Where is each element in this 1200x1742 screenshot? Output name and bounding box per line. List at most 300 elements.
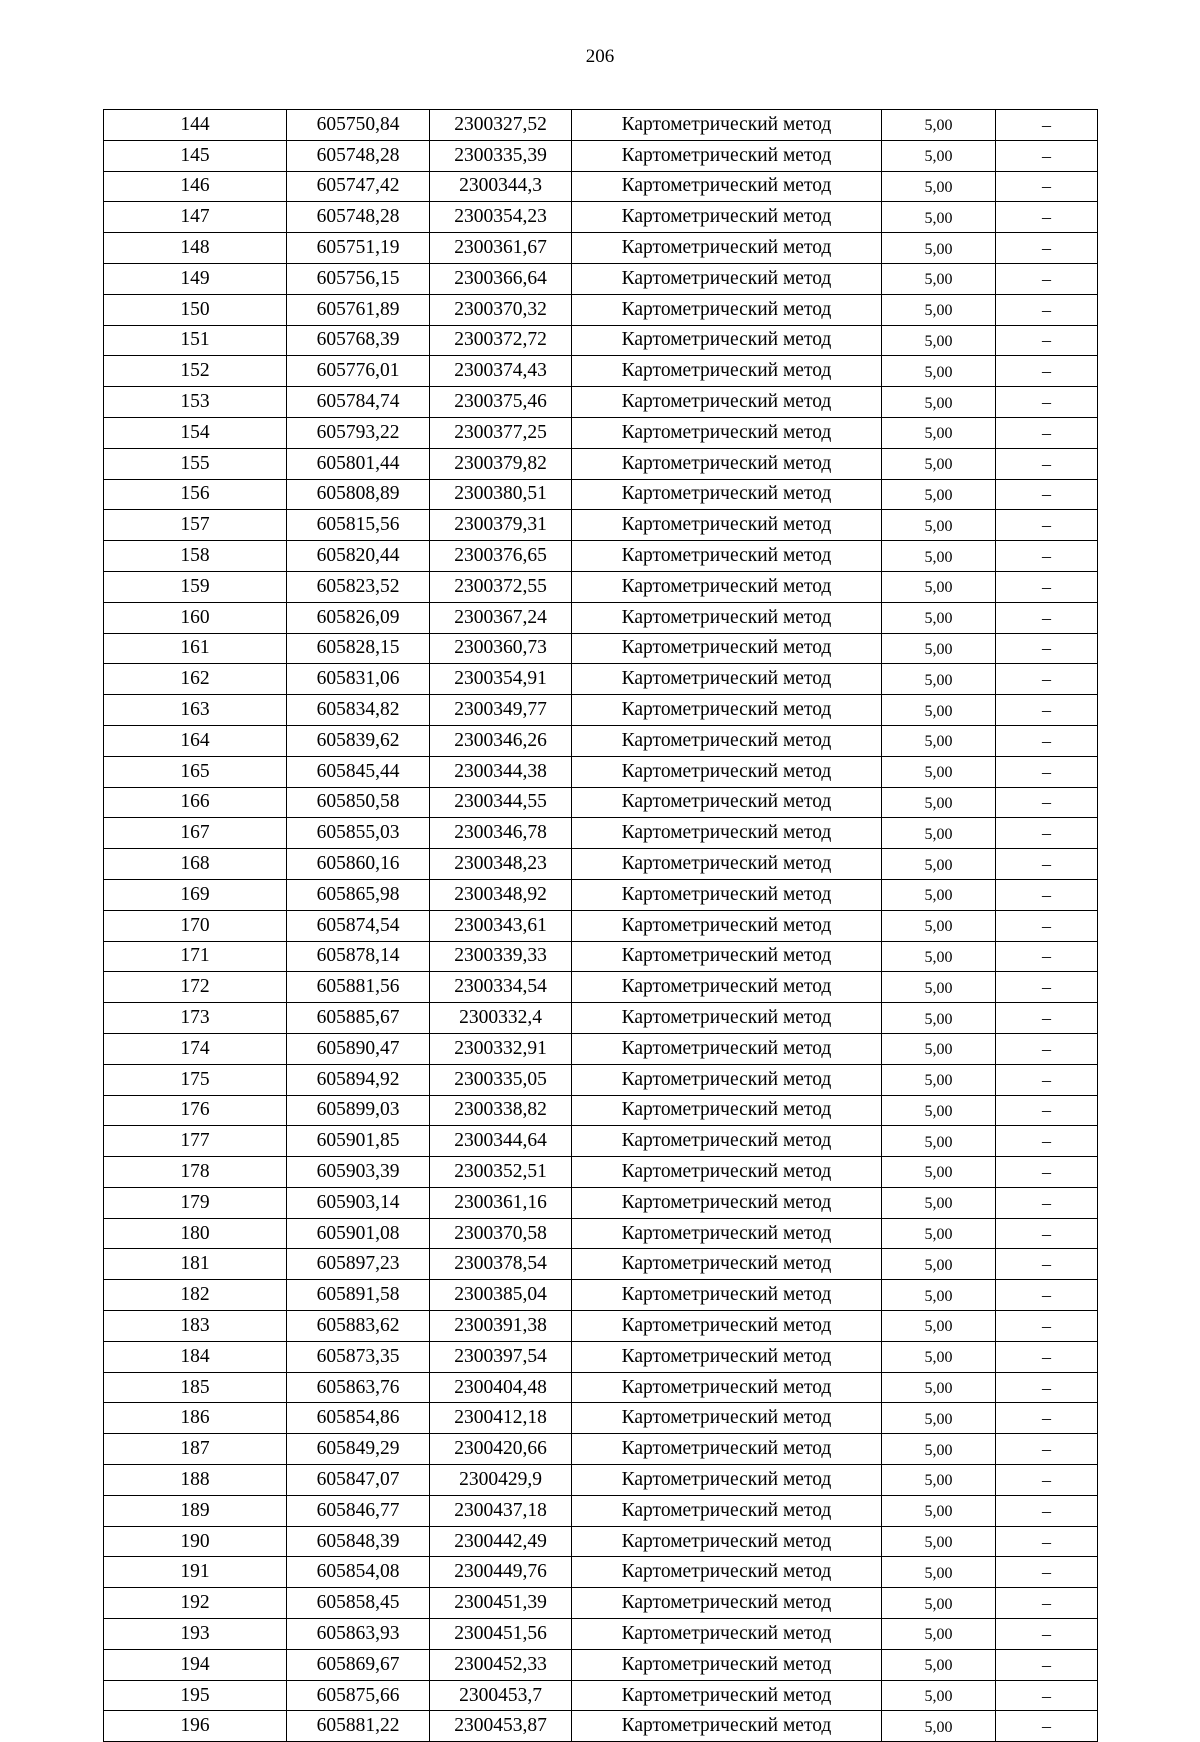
note-cell: –: [996, 1495, 1098, 1526]
point-number-cell: 150: [104, 294, 287, 325]
point-number-cell: 167: [104, 818, 287, 849]
x-coordinate-cell: 605828,15: [287, 633, 430, 664]
table-row: [104, 1557, 1098, 1588]
x-coordinate-cell: 605847,07: [287, 1465, 430, 1496]
y-coordinate-cell: 2300379,82: [430, 448, 572, 479]
x-coordinate-cell: 605776,01: [287, 356, 430, 387]
table-row: [104, 1187, 1098, 1218]
x-coordinate-cell: 605855,03: [287, 818, 430, 849]
method-cell: Картометрический метод: [572, 1064, 882, 1095]
accuracy-cell: 5,00: [882, 1649, 996, 1680]
table-row: [104, 1341, 1098, 1372]
note-cell: –: [996, 571, 1098, 602]
point-number-cell: 168: [104, 849, 287, 880]
note-cell: –: [996, 1588, 1098, 1619]
point-number-cell: 191: [104, 1557, 287, 1588]
point-number-cell: 160: [104, 602, 287, 633]
table-row: [104, 1372, 1098, 1403]
note-cell: –: [996, 325, 1098, 356]
x-coordinate-cell: 605768,39: [287, 325, 430, 356]
y-coordinate-cell: 2300385,04: [430, 1280, 572, 1311]
x-coordinate-cell: 605865,98: [287, 879, 430, 910]
method-cell: Картометрический метод: [572, 972, 882, 1003]
note-cell: –: [996, 725, 1098, 756]
coordinates-table-body: [104, 110, 1098, 1742]
accuracy-cell: 5,00: [882, 972, 996, 1003]
y-coordinate-cell: 2300349,77: [430, 695, 572, 726]
method-cell: Картометрический метод: [572, 1526, 882, 1557]
point-number-cell: 152: [104, 356, 287, 387]
x-coordinate-cell: 605878,14: [287, 941, 430, 972]
note-cell: –: [996, 695, 1098, 726]
point-number-cell: 146: [104, 171, 287, 202]
note-cell: –: [996, 756, 1098, 787]
note-cell: –: [996, 294, 1098, 325]
method-cell: Картометрический метод: [572, 818, 882, 849]
table-row: [104, 387, 1098, 418]
table-row: [104, 1465, 1098, 1496]
note-cell: –: [996, 879, 1098, 910]
x-coordinate-cell: 605751,19: [287, 233, 430, 264]
x-coordinate-cell: 605863,93: [287, 1619, 430, 1650]
x-coordinate-cell: 605848,39: [287, 1526, 430, 1557]
table-row: [104, 110, 1098, 141]
y-coordinate-cell: 2300451,56: [430, 1619, 572, 1650]
table-row: [104, 849, 1098, 880]
y-coordinate-cell: 2300339,33: [430, 941, 572, 972]
note-cell: –: [996, 1403, 1098, 1434]
accuracy-cell: 5,00: [882, 910, 996, 941]
accuracy-cell: 5,00: [882, 725, 996, 756]
method-cell: Картометрический метод: [572, 725, 882, 756]
x-coordinate-cell: 605894,92: [287, 1064, 430, 1095]
method-cell: Картометрический метод: [572, 1588, 882, 1619]
method-cell: Картометрический метод: [572, 1465, 882, 1496]
accuracy-cell: 5,00: [882, 1434, 996, 1465]
note-cell: –: [996, 910, 1098, 941]
y-coordinate-cell: 2300361,16: [430, 1187, 572, 1218]
y-coordinate-cell: 2300372,72: [430, 325, 572, 356]
note-cell: –: [996, 1157, 1098, 1188]
accuracy-cell: 5,00: [882, 294, 996, 325]
y-coordinate-cell: 2300367,24: [430, 602, 572, 633]
accuracy-cell: 5,00: [882, 1711, 996, 1742]
x-coordinate-cell: 605869,67: [287, 1649, 430, 1680]
method-cell: Картометрический метод: [572, 541, 882, 572]
note-cell: –: [996, 233, 1098, 264]
y-coordinate-cell: 2300346,26: [430, 725, 572, 756]
y-coordinate-cell: 2300360,73: [430, 633, 572, 664]
y-coordinate-cell: 2300429,9: [430, 1465, 572, 1496]
y-coordinate-cell: 2300348,92: [430, 879, 572, 910]
x-coordinate-cell: 605784,74: [287, 387, 430, 418]
y-coordinate-cell: 2300335,05: [430, 1064, 572, 1095]
y-coordinate-cell: 2300361,67: [430, 233, 572, 264]
y-coordinate-cell: 2300453,7: [430, 1680, 572, 1711]
x-coordinate-cell: 605885,67: [287, 1003, 430, 1034]
point-number-cell: 172: [104, 972, 287, 1003]
accuracy-cell: 5,00: [882, 1526, 996, 1557]
x-coordinate-cell: 605748,28: [287, 202, 430, 233]
method-cell: Картометрический метод: [572, 356, 882, 387]
method-cell: Картометрический метод: [572, 417, 882, 448]
accuracy-cell: 5,00: [882, 1403, 996, 1434]
point-number-cell: 181: [104, 1249, 287, 1280]
point-number-cell: 159: [104, 571, 287, 602]
method-cell: Картометрический метод: [572, 1711, 882, 1742]
table-row: [104, 879, 1098, 910]
x-coordinate-cell: 605846,77: [287, 1495, 430, 1526]
page-number: 206: [585, 46, 615, 67]
accuracy-cell: 5,00: [882, 1280, 996, 1311]
accuracy-cell: 5,00: [882, 356, 996, 387]
x-coordinate-cell: 605899,03: [287, 1095, 430, 1126]
note-cell: –: [996, 448, 1098, 479]
table-row: [104, 972, 1098, 1003]
table-row: [104, 695, 1098, 726]
note-cell: –: [996, 664, 1098, 695]
y-coordinate-cell: 2300452,33: [430, 1649, 572, 1680]
note-cell: –: [996, 263, 1098, 294]
table-row: [104, 1680, 1098, 1711]
point-number-cell: 189: [104, 1495, 287, 1526]
table-row: [104, 1249, 1098, 1280]
y-coordinate-cell: 2300346,78: [430, 818, 572, 849]
y-coordinate-cell: 2300451,39: [430, 1588, 572, 1619]
table-row: [104, 1711, 1098, 1742]
note-cell: –: [996, 1557, 1098, 1588]
y-coordinate-cell: 2300327,52: [430, 110, 572, 141]
method-cell: Картометрический метод: [572, 1249, 882, 1280]
x-coordinate-cell: 605748,28: [287, 140, 430, 171]
table-row: [104, 787, 1098, 818]
point-number-cell: 170: [104, 910, 287, 941]
point-number-cell: 184: [104, 1341, 287, 1372]
point-number-cell: 145: [104, 140, 287, 171]
table-row: [104, 1157, 1098, 1188]
x-coordinate-cell: 605881,56: [287, 972, 430, 1003]
point-number-cell: 192: [104, 1588, 287, 1619]
x-coordinate-cell: 605750,84: [287, 110, 430, 141]
y-coordinate-cell: 2300344,64: [430, 1126, 572, 1157]
note-cell: –: [996, 1003, 1098, 1034]
point-number-cell: 154: [104, 417, 287, 448]
method-cell: Картометрический метод: [572, 879, 882, 910]
y-coordinate-cell: 2300343,61: [430, 910, 572, 941]
accuracy-cell: 5,00: [882, 1311, 996, 1342]
method-cell: Картометрический метод: [572, 510, 882, 541]
point-number-cell: 187: [104, 1434, 287, 1465]
y-coordinate-cell: 2300376,65: [430, 541, 572, 572]
x-coordinate-cell: 605823,52: [287, 571, 430, 602]
table-row: [104, 1218, 1098, 1249]
table-row: [104, 1619, 1098, 1650]
accuracy-cell: 5,00: [882, 1218, 996, 1249]
accuracy-cell: 5,00: [882, 1341, 996, 1372]
point-number-cell: 173: [104, 1003, 287, 1034]
accuracy-cell: 5,00: [882, 171, 996, 202]
accuracy-cell: 5,00: [882, 787, 996, 818]
table-row: [104, 140, 1098, 171]
table-row: [104, 171, 1098, 202]
accuracy-cell: 5,00: [882, 1095, 996, 1126]
point-number-cell: 144: [104, 110, 287, 141]
table-row: [104, 1003, 1098, 1034]
method-cell: Картометрический метод: [572, 695, 882, 726]
point-number-cell: 178: [104, 1157, 287, 1188]
accuracy-cell: 5,00: [882, 602, 996, 633]
accuracy-cell: 5,00: [882, 325, 996, 356]
method-cell: Картометрический метод: [572, 171, 882, 202]
point-number-cell: 177: [104, 1126, 287, 1157]
note-cell: –: [996, 1341, 1098, 1372]
x-coordinate-cell: 605863,76: [287, 1372, 430, 1403]
point-number-cell: 183: [104, 1311, 287, 1342]
table-row: [104, 202, 1098, 233]
point-number-cell: 180: [104, 1218, 287, 1249]
y-coordinate-cell: 2300372,55: [430, 571, 572, 602]
y-coordinate-cell: 2300344,38: [430, 756, 572, 787]
note-cell: –: [996, 1649, 1098, 1680]
note-cell: –: [996, 417, 1098, 448]
method-cell: Картометрический метод: [572, 787, 882, 818]
x-coordinate-cell: 605849,29: [287, 1434, 430, 1465]
point-number-cell: 186: [104, 1403, 287, 1434]
note-cell: –: [996, 140, 1098, 171]
note-cell: –: [996, 356, 1098, 387]
x-coordinate-cell: 605854,86: [287, 1403, 430, 1434]
point-number-cell: 153: [104, 387, 287, 418]
x-coordinate-cell: 605883,62: [287, 1311, 430, 1342]
x-coordinate-cell: 605897,23: [287, 1249, 430, 1280]
table-row: [104, 510, 1098, 541]
note-cell: –: [996, 1249, 1098, 1280]
point-number-cell: 149: [104, 263, 287, 294]
x-coordinate-cell: 605860,16: [287, 849, 430, 880]
accuracy-cell: 5,00: [882, 1126, 996, 1157]
x-coordinate-cell: 605873,35: [287, 1341, 430, 1372]
note-cell: –: [996, 1311, 1098, 1342]
table-row: [104, 1434, 1098, 1465]
y-coordinate-cell: 2300334,54: [430, 972, 572, 1003]
table-row: [104, 325, 1098, 356]
table-row: [104, 294, 1098, 325]
point-number-cell: 148: [104, 233, 287, 264]
method-cell: Картометрический метод: [572, 941, 882, 972]
table-row: [104, 1033, 1098, 1064]
note-cell: –: [996, 602, 1098, 633]
point-number-cell: 196: [104, 1711, 287, 1742]
method-cell: Картометрический метод: [572, 202, 882, 233]
x-coordinate-cell: 605903,14: [287, 1187, 430, 1218]
method-cell: Картометрический метод: [572, 110, 882, 141]
method-cell: Картометрический метод: [572, 571, 882, 602]
table-row: [104, 448, 1098, 479]
note-cell: –: [996, 1465, 1098, 1496]
table-row: [104, 1280, 1098, 1311]
y-coordinate-cell: 2300437,18: [430, 1495, 572, 1526]
y-coordinate-cell: 2300449,76: [430, 1557, 572, 1588]
point-number-cell: 190: [104, 1526, 287, 1557]
x-coordinate-cell: 605793,22: [287, 417, 430, 448]
y-coordinate-cell: 2300420,66: [430, 1434, 572, 1465]
method-cell: Картометрический метод: [572, 910, 882, 941]
table-row: [104, 233, 1098, 264]
x-coordinate-cell: 605831,06: [287, 664, 430, 695]
table-row: [104, 664, 1098, 695]
method-cell: Картометрический метод: [572, 1187, 882, 1218]
table-row: [104, 602, 1098, 633]
accuracy-cell: 5,00: [882, 695, 996, 726]
point-number-cell: 161: [104, 633, 287, 664]
method-cell: Картометрический метод: [572, 479, 882, 510]
note-cell: –: [996, 1372, 1098, 1403]
method-cell: Картометрический метод: [572, 1126, 882, 1157]
note-cell: –: [996, 1095, 1098, 1126]
x-coordinate-cell: 605901,08: [287, 1218, 430, 1249]
y-coordinate-cell: 2300344,55: [430, 787, 572, 818]
table-row: [104, 818, 1098, 849]
table-row: [104, 1126, 1098, 1157]
point-number-cell: 164: [104, 725, 287, 756]
x-coordinate-cell: 605808,89: [287, 479, 430, 510]
accuracy-cell: 5,00: [882, 1619, 996, 1650]
point-number-cell: 188: [104, 1465, 287, 1496]
table-row: [104, 541, 1098, 572]
x-coordinate-cell: 605881,22: [287, 1711, 430, 1742]
y-coordinate-cell: 2300378,54: [430, 1249, 572, 1280]
x-coordinate-cell: 605891,58: [287, 1280, 430, 1311]
point-number-cell: 182: [104, 1280, 287, 1311]
point-number-cell: 193: [104, 1619, 287, 1650]
accuracy-cell: 5,00: [882, 1372, 996, 1403]
method-cell: Картометрический метод: [572, 1649, 882, 1680]
table-row: [104, 756, 1098, 787]
point-number-cell: 151: [104, 325, 287, 356]
x-coordinate-cell: 605826,09: [287, 602, 430, 633]
note-cell: –: [996, 110, 1098, 141]
method-cell: Картометрический метод: [572, 1033, 882, 1064]
point-number-cell: 169: [104, 879, 287, 910]
method-cell: Картометрический метод: [572, 294, 882, 325]
accuracy-cell: 5,00: [882, 1064, 996, 1095]
x-coordinate-cell: 605903,39: [287, 1157, 430, 1188]
x-coordinate-cell: 605854,08: [287, 1557, 430, 1588]
note-cell: –: [996, 171, 1098, 202]
x-coordinate-cell: 605850,58: [287, 787, 430, 818]
method-cell: Картометрический метод: [572, 849, 882, 880]
point-number-cell: 157: [104, 510, 287, 541]
point-number-cell: 165: [104, 756, 287, 787]
y-coordinate-cell: 2300366,64: [430, 263, 572, 294]
table-row: [104, 1649, 1098, 1680]
method-cell: Картометрический метод: [572, 1341, 882, 1372]
method-cell: Картометрический метод: [572, 1218, 882, 1249]
y-coordinate-cell: 2300380,51: [430, 479, 572, 510]
accuracy-cell: 5,00: [882, 202, 996, 233]
x-coordinate-cell: 605801,44: [287, 448, 430, 479]
accuracy-cell: 5,00: [882, 1033, 996, 1064]
accuracy-cell: 5,00: [882, 1588, 996, 1619]
method-cell: Картометрический метод: [572, 1495, 882, 1526]
point-number-cell: 158: [104, 541, 287, 572]
accuracy-cell: 5,00: [882, 849, 996, 880]
x-coordinate-cell: 605820,44: [287, 541, 430, 572]
table-row: [104, 941, 1098, 972]
table-row: [104, 263, 1098, 294]
table-row: [104, 571, 1098, 602]
point-number-cell: 195: [104, 1680, 287, 1711]
accuracy-cell: 5,00: [882, 387, 996, 418]
table-row: [104, 356, 1098, 387]
x-coordinate-cell: 605890,47: [287, 1033, 430, 1064]
accuracy-cell: 5,00: [882, 571, 996, 602]
accuracy-cell: 5,00: [882, 510, 996, 541]
table-row: [104, 479, 1098, 510]
y-coordinate-cell: 2300348,23: [430, 849, 572, 880]
method-cell: Картометрический метод: [572, 1403, 882, 1434]
note-cell: –: [996, 1711, 1098, 1742]
accuracy-cell: 5,00: [882, 448, 996, 479]
y-coordinate-cell: 2300344,3: [430, 171, 572, 202]
y-coordinate-cell: 2300370,32: [430, 294, 572, 325]
y-coordinate-cell: 2300374,43: [430, 356, 572, 387]
method-cell: Картометрический метод: [572, 633, 882, 664]
x-coordinate-cell: 605901,85: [287, 1126, 430, 1157]
x-coordinate-cell: 605839,62: [287, 725, 430, 756]
method-cell: Картометрический метод: [572, 1680, 882, 1711]
method-cell: Картометрический метод: [572, 602, 882, 633]
x-coordinate-cell: 605761,89: [287, 294, 430, 325]
y-coordinate-cell: 2300397,54: [430, 1341, 572, 1372]
accuracy-cell: 5,00: [882, 541, 996, 572]
accuracy-cell: 5,00: [882, 756, 996, 787]
note-cell: –: [996, 1126, 1098, 1157]
note-cell: –: [996, 202, 1098, 233]
accuracy-cell: 5,00: [882, 417, 996, 448]
y-coordinate-cell: 2300332,91: [430, 1033, 572, 1064]
note-cell: –: [996, 633, 1098, 664]
method-cell: Картометрический метод: [572, 448, 882, 479]
accuracy-cell: 5,00: [882, 1680, 996, 1711]
note-cell: –: [996, 1619, 1098, 1650]
accuracy-cell: 5,00: [882, 1495, 996, 1526]
x-coordinate-cell: 605834,82: [287, 695, 430, 726]
note-cell: –: [996, 787, 1098, 818]
point-number-cell: 147: [104, 202, 287, 233]
point-number-cell: 176: [104, 1095, 287, 1126]
method-cell: Картометрический метод: [572, 664, 882, 695]
accuracy-cell: 5,00: [882, 110, 996, 141]
point-number-cell: 171: [104, 941, 287, 972]
note-cell: –: [996, 479, 1098, 510]
method-cell: Картометрический метод: [572, 756, 882, 787]
method-cell: Картометрический метод: [572, 1003, 882, 1034]
accuracy-cell: 5,00: [882, 263, 996, 294]
y-coordinate-cell: 2300377,25: [430, 417, 572, 448]
method-cell: Картометрический метод: [572, 1311, 882, 1342]
method-cell: Картометрический метод: [572, 1619, 882, 1650]
method-cell: Картометрический метод: [572, 1557, 882, 1588]
note-cell: –: [996, 1680, 1098, 1711]
note-cell: –: [996, 972, 1098, 1003]
point-number-cell: 156: [104, 479, 287, 510]
x-coordinate-cell: 605845,44: [287, 756, 430, 787]
method-cell: Картометрический метод: [572, 233, 882, 264]
point-number-cell: 166: [104, 787, 287, 818]
accuracy-cell: 5,00: [882, 879, 996, 910]
accuracy-cell: 5,00: [882, 664, 996, 695]
